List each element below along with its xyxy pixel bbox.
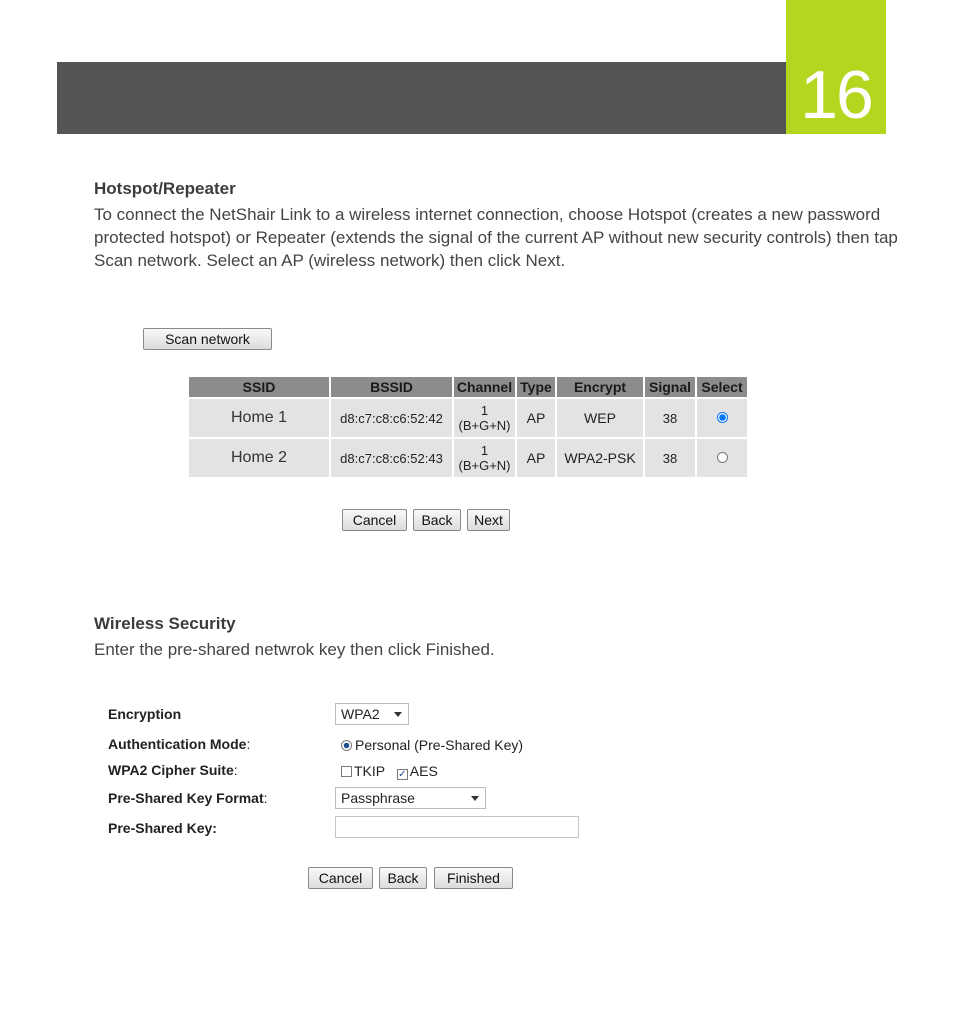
- tkip-checkbox[interactable]: [341, 766, 352, 777]
- authentication-mode-label: Authentication Mode:: [108, 736, 251, 752]
- wireless-security-description: Enter the pre-shared netwrok key then click Finished.: [94, 640, 495, 659]
- column-header-ssid: SSID: [189, 377, 329, 397]
- cipher-suite-options: [341, 762, 438, 780]
- bssid-cell: d8:c7:c8:c6:52:43: [331, 439, 452, 477]
- type-cell: AP: [517, 399, 555, 437]
- column-header-encrypt: Encrypt: [557, 377, 643, 397]
- hotspot-title: Hotspot/Repeater: [94, 179, 236, 198]
- back-button[interactable]: Back: [379, 867, 427, 889]
- ssid-cell: Home 1: [189, 399, 329, 437]
- cancel-button[interactable]: Cancel: [342, 509, 407, 531]
- channel-cell: [454, 439, 515, 477]
- chevron-down-icon: [394, 712, 402, 717]
- encryption-select-value: WPA2: [341, 706, 380, 722]
- back-button[interactable]: Back: [413, 509, 461, 531]
- hotspot-description: To connect the NetShair Link to a wireless internet connection, choose Hotspot (creates a new password protected hotspot) or Repeater (extends the signal of the current AP without new security controls) then tap Scan network. Select an AP (wireless network) then click Next.: [94, 205, 898, 270]
- encrypt-cell: WPA2-PSK: [557, 439, 643, 477]
- encryption-select[interactable]: [335, 703, 409, 725]
- cipher-suite-label: WPA2 Cipher Suite:: [108, 762, 238, 778]
- signal-cell: 38: [645, 399, 695, 437]
- aes-checkbox[interactable]: ✓: [398, 769, 407, 780]
- page-number: 16: [800, 57, 872, 133]
- channel-mode: (B+G+N): [458, 458, 511, 473]
- channel-mode: (B+G+N): [458, 418, 511, 433]
- column-header-select: Select: [697, 377, 747, 397]
- type-cell: AP: [517, 439, 555, 477]
- column-header-channel: Channel: [454, 377, 515, 397]
- pre-shared-key-label: Pre-Shared Key:: [108, 820, 217, 836]
- personal-radio[interactable]: [341, 740, 352, 751]
- scan-network-button[interactable]: Scan network: [143, 328, 272, 350]
- finished-button[interactable]: Finished: [434, 867, 513, 889]
- authentication-mode-option[interactable]: [341, 736, 523, 754]
- select-radio-home-2[interactable]: [717, 452, 728, 463]
- header-bar: [57, 62, 787, 134]
- channel-cell: [454, 399, 515, 437]
- signal-cell: 38: [645, 439, 695, 477]
- channel-number: 1: [480, 443, 489, 458]
- chevron-down-icon: [471, 796, 479, 801]
- encrypt-cell: WEP: [557, 399, 643, 437]
- select-radio-home-1[interactable]: [717, 412, 728, 423]
- column-header-bssid: BSSID: [331, 377, 452, 397]
- ssid-cell: Home 2: [189, 439, 329, 477]
- bssid-cell: d8:c7:c8:c6:52:42: [331, 399, 452, 437]
- table-row[interactable]: [189, 399, 747, 437]
- table-header-row: [189, 377, 747, 397]
- select-cell: [697, 439, 747, 477]
- aes-label: AES: [409, 763, 438, 779]
- network-scan-table: [187, 375, 749, 479]
- tkip-label: TKIP: [354, 763, 385, 779]
- select-cell: [697, 399, 747, 437]
- key-format-label-text: Pre-Shared Key Format: [108, 790, 264, 806]
- column-header-signal: Signal: [645, 377, 695, 397]
- cancel-button[interactable]: Cancel: [308, 867, 373, 889]
- wireless-security-title: Wireless Security: [94, 614, 236, 633]
- authentication-mode-value: Personal (Pre-Shared Key): [355, 737, 524, 753]
- next-button[interactable]: Next: [467, 509, 510, 531]
- key-format-label: Pre-Shared Key Format:: [108, 790, 268, 806]
- column-header-type: Type: [517, 377, 555, 397]
- cipher-suite-label-text: WPA2 Cipher Suite: [108, 762, 234, 778]
- authentication-mode-label-text: Authentication Mode: [108, 736, 247, 752]
- table-row[interactable]: [189, 439, 747, 477]
- key-format-select-value: Passphrase: [341, 790, 415, 806]
- key-format-select[interactable]: [335, 787, 486, 809]
- pre-shared-key-input[interactable]: [335, 816, 579, 838]
- channel-number: 1: [480, 403, 489, 418]
- page-number-tab: [786, 0, 886, 134]
- encryption-label: Encryption: [108, 706, 182, 722]
